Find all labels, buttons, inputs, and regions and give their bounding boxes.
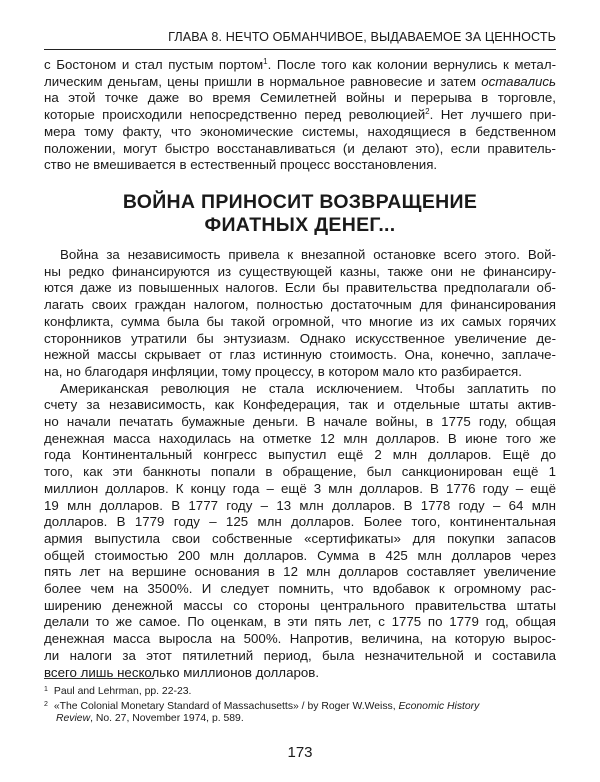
body-line: счету за независимость, как Конфедерация, так и отдельные штаты актив- bbox=[44, 397, 556, 413]
body-line: ли налоги за этот пятилетний период, была незначительной и составила bbox=[44, 647, 556, 663]
body-line: денежная масса выросла на 500%. Напротив, величина, на которую вырос- bbox=[44, 631, 556, 647]
intro-line: ство не вмешивается в естественный процесс восстановления. bbox=[44, 157, 438, 173]
intro-text: лическим деньгам, цены пришли в нормальное равновесие и затем bbox=[44, 73, 476, 89]
body-line: Война за независимость привела к внезапной остановке всего этого. Вой- bbox=[60, 247, 556, 262]
footnote-divider bbox=[44, 678, 154, 679]
body-line: Американская революция не стала исключением. Чтобы заплатить по bbox=[60, 380, 556, 396]
intro-text: . После того как колонии вернулись к метал- bbox=[267, 57, 557, 72]
body-line: делали то же самое. По оценкам, в эти пять лет, с 1775 по 1779 год, общая bbox=[44, 614, 556, 630]
footnote-1 bbox=[44, 684, 556, 699]
body-text bbox=[44, 247, 556, 681]
footnote-text: «The Colonial Monetary Standard of Massachusetts» / by Roger W.Weiss, bbox=[53, 700, 396, 712]
body-line: нежной массы скрывает от глаз истинную стоимость. Она, конечно, заплаче- bbox=[44, 347, 556, 363]
footnote-journal: Review bbox=[56, 713, 91, 725]
footnote-ref-1[interactable]: 1 bbox=[263, 57, 268, 66]
header-divider bbox=[44, 49, 556, 50]
running-header: ГЛАВА 8. НЕЧТО ОБМАНЧИВОЕ, ВЫДАВАЕМОЕ ЗА ЦЕННОСТЬ bbox=[168, 30, 556, 44]
footnote-number: 2 bbox=[44, 700, 48, 708]
body-line: года Континентальный конгресс выпустил ещё 2 млн долларов. Ещё до bbox=[44, 447, 556, 463]
footnote-ref-2[interactable]: 2 bbox=[425, 107, 430, 117]
intro-text: с Бостоном и стал пустым портом bbox=[44, 57, 264, 72]
body-line: на, но благодаря инфляции, тому процессу, в котором мало кто разбирается. bbox=[44, 363, 522, 379]
footnote-2-continued bbox=[44, 713, 556, 726]
page-number: 173 bbox=[287, 744, 313, 761]
body-line: ны редко финансируются из существующей казны, также они не финансиру- bbox=[44, 263, 556, 279]
footnote-text: , No. 27, November 1974, p. 589. bbox=[90, 713, 244, 725]
footnote-2 bbox=[44, 699, 556, 714]
intro-line: положении, могут быстро восстанавливаться (и делают это), если правитель- bbox=[44, 140, 556, 156]
footnote-text: Paul and Lehrman, pp. 22-23. bbox=[53, 686, 192, 697]
body-line: того, как эти банкноты попали в обращение, был санкционирован ещё 1 bbox=[44, 464, 556, 480]
body-line: лагать своих граждан налогом, полностью достаточным для финансирования bbox=[44, 297, 556, 313]
footnote-number: 1 bbox=[44, 686, 48, 693]
body-line: ются даже из повышенных налогов. Если бы правительства предполагали об- bbox=[44, 280, 556, 296]
footnote-journal: Economic History bbox=[398, 700, 480, 712]
body-line: долларов. В 1779 году – 125 млн долларов. Более того, континентальная bbox=[44, 514, 556, 530]
intro-line bbox=[44, 74, 556, 91]
intro-line: на этой точке даже во время Семилетней войны и перерыва в торговле, bbox=[44, 90, 556, 106]
body-line: пять лет на вершине основания в 12 млн долларов составляет увеличение bbox=[44, 564, 556, 580]
intro-line bbox=[44, 57, 556, 74]
section-title bbox=[44, 191, 556, 237]
body-line: общей стоимостью 200 млн долларов. Сумма в 425 млн долларов через bbox=[44, 547, 556, 563]
body-line: денежная масса находилась на отметке 12 млн долларов. В июне того же bbox=[44, 430, 556, 446]
section-title-line-2: ФИАТНЫХ ДЕНЕГ... bbox=[204, 214, 396, 236]
intro-paragraph bbox=[44, 57, 556, 174]
intro-text: которые происходили непосредственно перед революцией bbox=[44, 107, 426, 123]
body-line: более чем на 3500%. И следует помнить, что вдобавок к огромному рас- bbox=[44, 581, 556, 597]
body-line: конфликта, сумма была бы такой огромной, что многие из их самых горячих bbox=[44, 313, 556, 329]
body-line: ширению денежной массы со стороны центрального правительства штаты bbox=[44, 597, 556, 613]
body-line: но начали печатать бумажные деньги. В начале войны, в 1775 году, общая bbox=[44, 414, 556, 430]
body-line: 19 млн долларов. В 1777 году – 13 млн долларов. В 1778 году – 64 млн bbox=[44, 497, 556, 513]
intro-emphasis: оставались bbox=[481, 73, 556, 89]
footnotes bbox=[44, 684, 556, 726]
body-line: всего лишь несколько миллионов долларов. bbox=[44, 664, 320, 680]
section-title-line-1: ВОЙНА ПРИНОСИТ ВОЗВРАЩЕНИЕ bbox=[122, 191, 478, 213]
body-line: армия выпустила свои собственные «сертификаты» для покупки запасов bbox=[44, 530, 556, 546]
intro-text: . Нет лучшего при- bbox=[429, 107, 556, 123]
intro-line bbox=[44, 107, 556, 124]
intro-line: мера тому факту, что экономические системы, находящиеся в бедственном bbox=[44, 123, 556, 139]
body-line: сторонников утратили бы энтузиазм. Однако искусственное увеличение де- bbox=[44, 330, 556, 346]
body-line: миллион долларов. К концу года – ещё 3 млн долларов. В 1776 году – ещё bbox=[44, 480, 556, 496]
